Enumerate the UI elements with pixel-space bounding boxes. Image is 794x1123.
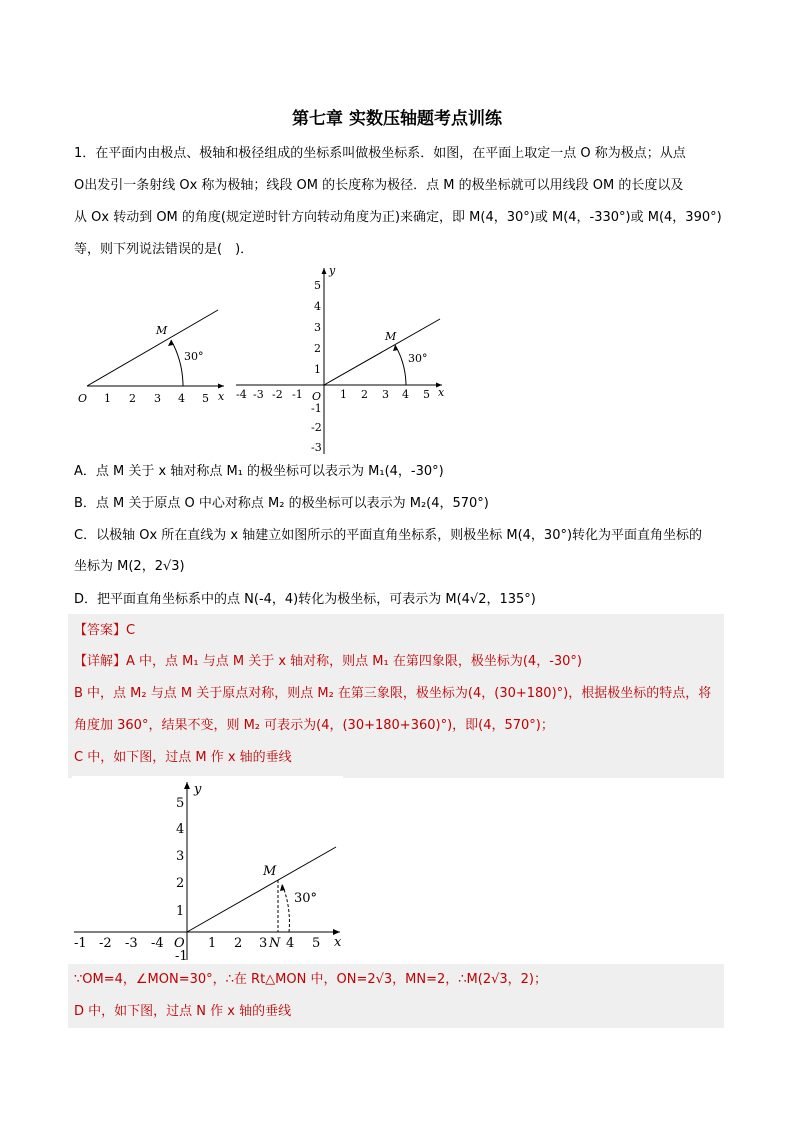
tick-label: 2 xyxy=(314,342,321,355)
tick-label: 4 xyxy=(314,300,321,313)
angle-arc xyxy=(282,884,289,932)
option-b: B．点 M 关于原点 O 中心对称点 M₂ 的极坐标可以表示为 M₂(4，570°) xyxy=(74,496,489,511)
label-axis-y: y xyxy=(194,782,202,797)
ray-om xyxy=(187,847,336,932)
tick-label: 5 xyxy=(423,388,430,401)
tick-label: 1 xyxy=(208,936,217,951)
tick-label: -1 xyxy=(292,388,303,401)
label-angle: 30° xyxy=(294,891,318,906)
tick-label: 1 xyxy=(314,363,321,376)
label-axis-x: x xyxy=(438,386,445,399)
label-m: M xyxy=(385,330,397,343)
angle-arc xyxy=(171,340,183,386)
polar-figure xyxy=(72,306,232,410)
detail-d: D 中，如下图，过点 N 作 x 轴的垂线 xyxy=(74,1004,292,1019)
option-a: A．点 M 关于 x 轴对称点 M₁ 的极坐标可以表示为 M₁(4，-30°) xyxy=(74,464,444,479)
label-angle: 30° xyxy=(408,352,428,365)
tick-label: 3 xyxy=(154,392,161,405)
angle-arc-arrow xyxy=(280,884,285,891)
option-c-line-1: C．以极轴 Ox 所在直线为 x 轴建立如图所示的平面直角坐标系，则极坐标 M(4，30°)转化为平面直角坐标的 xyxy=(74,528,703,543)
tick-label: 4 xyxy=(176,822,185,837)
tick-label: 1 xyxy=(340,388,347,401)
label-origin: O xyxy=(174,936,185,951)
tick-label: 5 xyxy=(176,796,185,811)
tick-label: -2 xyxy=(311,421,322,434)
tick-label: 1 xyxy=(176,904,185,919)
answer-label: 【答案】C xyxy=(74,623,136,638)
tick-label: -3 xyxy=(311,441,322,454)
coordinate-figure xyxy=(232,262,448,456)
label-origin: O xyxy=(312,390,322,403)
option-d: D．把平面直角坐标系中的点 N(-4，4)转化为极坐标，可表示为 M(4√2，135°) xyxy=(74,592,536,607)
angle-arc xyxy=(395,345,406,385)
y-axis-arrow xyxy=(322,268,327,274)
tick-label: 4 xyxy=(178,392,185,405)
label-axis-y: y xyxy=(329,264,336,277)
tick-label: -3 xyxy=(125,936,138,951)
tick-label: 3 xyxy=(176,849,185,864)
label-axis-x: x xyxy=(334,935,342,950)
page-title: 第七章 实数压轴题考点训练 xyxy=(292,109,502,129)
tick-label: 5 xyxy=(312,936,321,951)
option-c-line-2: 坐标为 M(2，2√3) xyxy=(74,559,185,574)
angle-arc-arrow xyxy=(393,345,398,351)
y-axis-arrow xyxy=(184,782,190,789)
tick-label: -2 xyxy=(272,388,283,401)
tick-label: -4 xyxy=(151,936,164,951)
detail-b-line-2: 角度加 360°，结果不变，则 M₂ 可表示为(4，(30+180+360)°)，即(4，570°)； xyxy=(74,718,554,733)
tick-label: -4 xyxy=(236,388,247,401)
question-line-2: O出发引一条射线 Ox 称为极轴；线段 OM 的长度称为极径．点 M 的极坐标就可以用线段 OM 的长度以及 xyxy=(74,178,684,193)
label-n: N xyxy=(269,936,281,951)
tick-label: 5 xyxy=(202,392,209,405)
tick-label: -1 xyxy=(311,402,322,415)
label-axis-x: x xyxy=(218,390,225,403)
tick-label: 3 xyxy=(314,321,321,334)
tick-label: -3 xyxy=(253,388,264,401)
ray-om xyxy=(87,310,218,386)
question-line-4: 等，则下列说法错误的是( )． xyxy=(74,242,254,257)
polar-axis-arrow xyxy=(218,384,224,389)
detail-b-line-1: B 中，点 M₂ 与点 M 关于原点对称，则点 M₂ 在第三象限，极坐标为(4，(30+180)°)，根据极坐标的特点，将 xyxy=(74,686,712,701)
tick-label: 4 xyxy=(286,936,295,951)
detail-a: 【详解】A 中，点 M₁ 与点 M 关于 x 轴对称，则点 M₁ 在第四象限，极坐标为(4，-30°) xyxy=(74,654,582,669)
tick-label: 2 xyxy=(234,936,243,951)
tick-label: -1 xyxy=(74,936,87,951)
tick-label: 3 xyxy=(382,388,389,401)
tick-label: 4 xyxy=(402,388,409,401)
label-m: M xyxy=(156,324,168,337)
perpendicular-figure xyxy=(72,776,343,960)
label-origin: O xyxy=(78,392,88,405)
label-angle: 30° xyxy=(184,350,204,363)
detail-c: C 中，如下图，过点 M 作 x 轴的垂线 xyxy=(74,750,292,765)
tick-label: 2 xyxy=(176,876,185,891)
tick-label: -2 xyxy=(99,936,112,951)
tick-label: 2 xyxy=(361,388,368,401)
tick-label: -1 xyxy=(175,949,188,960)
question-line-1: 1．在平面内由极点、极轴和极径组成的坐标系叫做极坐标系．如图，在平面上取定一点 O 称为极点；从点 xyxy=(74,146,686,161)
label-m: M xyxy=(263,864,277,879)
detail-c-calc: ∵OM=4，∠MON=30°，∴在 Rt△MON 中，ON=2√3，MN=2，∴M(2√3，2)； xyxy=(74,972,547,987)
tick-label: 1 xyxy=(104,392,111,405)
tick-label: 3 xyxy=(259,936,268,951)
tick-label: 5 xyxy=(314,279,321,292)
tick-label: 2 xyxy=(129,392,136,405)
question-line-3: 从 Ox 转动到 OM 的角度(规定逆时针方向转动角度为正)来确定，即 M(4，30°)或 M(4，-330°)或 M(4，390°) xyxy=(74,210,722,225)
